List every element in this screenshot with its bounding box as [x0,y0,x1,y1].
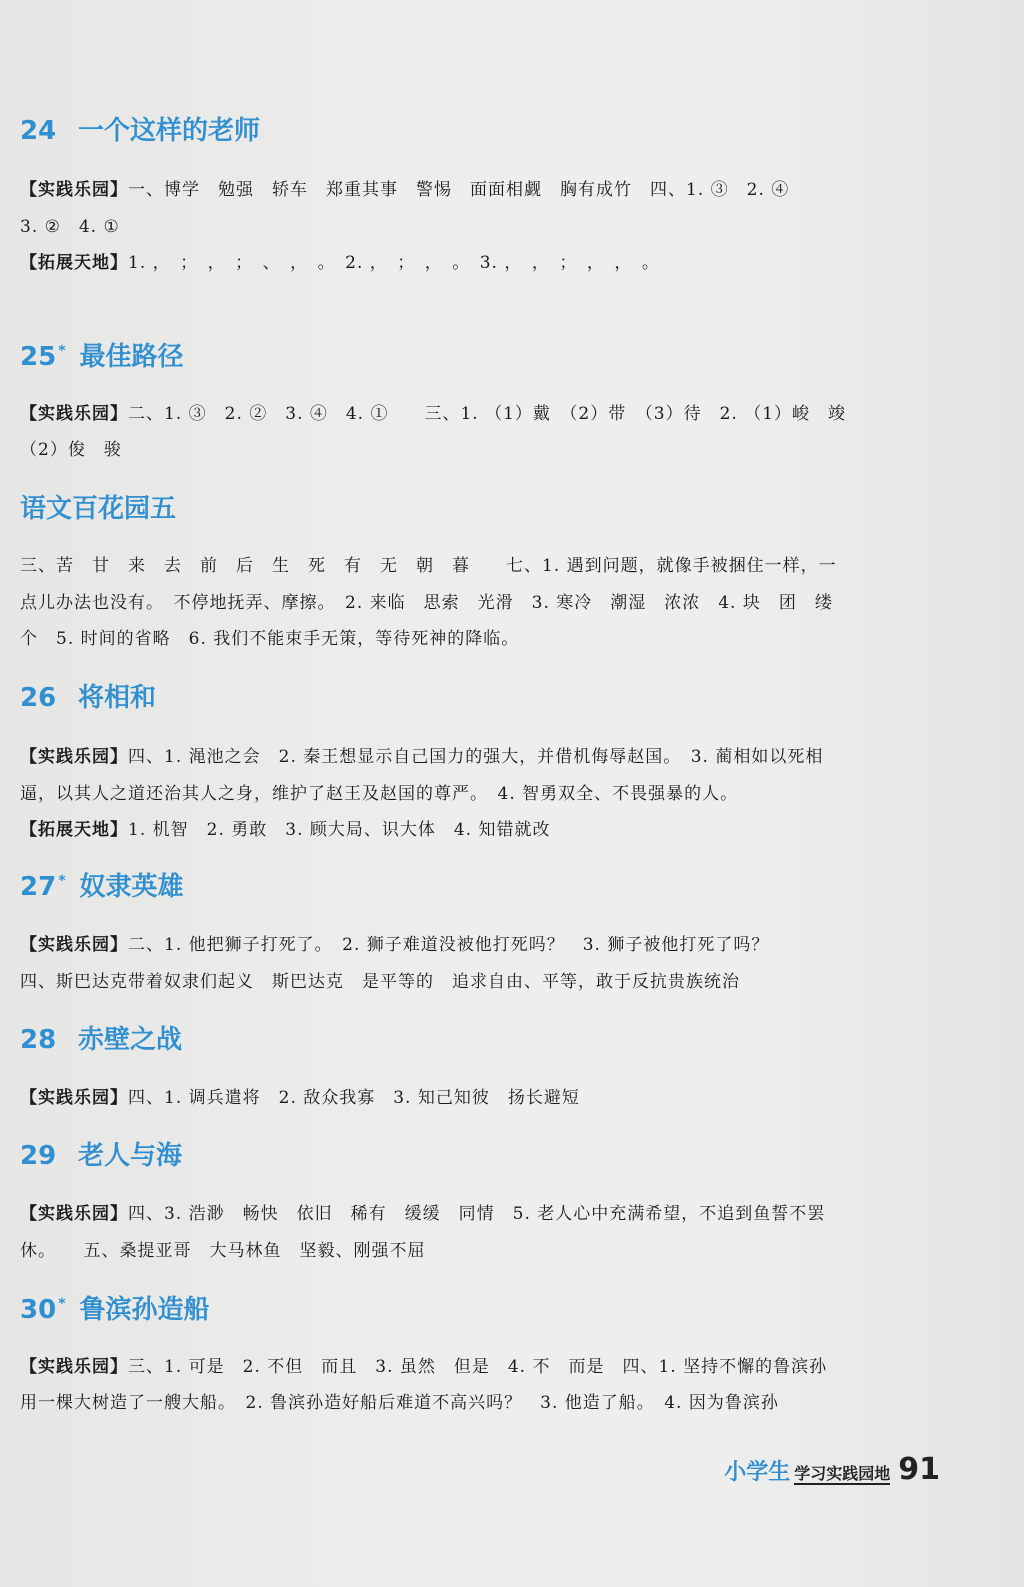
answer-line [20,248,940,273]
answer-line [20,435,940,460]
section-tag: 【实践乐园】 [20,935,128,955]
answer-line [20,551,940,576]
answer-line [20,212,940,237]
answer-line [20,399,940,424]
answer-text: 二、1. ③ 2. ② 3. ④ 4. ① 三、1. （1）戴 （2）带 （3）待 2. （1）峻 竣 [128,404,847,424]
answer-text: 3. ② 4. ① [20,217,120,237]
answer-line [20,742,940,767]
answer-line [20,1083,940,1108]
star-mark: * [58,343,66,360]
lesson-24-heading [20,110,260,147]
answer-text: （2）俊 骏 [20,440,122,460]
answer-text: 个 5. 时间的省略 6. 我们不能束手无策，等待死神的降临。 [20,629,520,649]
answer-line [20,1199,940,1224]
section-tag: 【实践乐园】 [20,1088,128,1108]
answer-line [20,930,940,955]
answer-text: 点儿办法也没有。 不停地抚弄、摩擦。 2. 来临 思索 光滑 3. 寒冷 潮湿 浓浓 4. 块 团 缕 [20,593,833,613]
section-tag: 【实践乐园】 [20,1357,128,1377]
lesson-30-heading [20,1289,210,1326]
section-tag: 【拓展天地】 [20,820,128,840]
section-title: 语文百花园五 [20,494,177,524]
answer-line [20,967,940,992]
answer-line [20,1352,940,1377]
section-tag: 【实践乐园】 [20,747,128,767]
answer-text: 1. 机智 2. 勇敢 3. 顾大局、识大体 4. 知错就改 [128,820,551,840]
lesson-title: 老人与海 [78,1141,183,1171]
lesson-number: 26 [20,683,57,713]
answer-text: 四、1. 调兵遣将 2. 敌众我寡 3. 知己知彼 扬长避短 [128,1088,580,1108]
section-tag: 【实践乐园】 [20,180,128,200]
answer-text: 1. ， ； ， ； 、 ， 。 2. ， ； ， 。 3. ， ， ； ， ， 。 [128,253,660,273]
answer-text: 四、斯巴达克带着奴隶们起义 斯巴达克 是平等的 追求自由、平等，敢于反抗贵族统治 [20,972,740,992]
answer-line [20,1388,940,1413]
lesson-number: 24 [20,116,57,146]
footer-subtitle: 学习实践园地 [794,1464,891,1483]
answer-line [20,588,940,613]
lesson-title: 鲁滨孙造船 [79,1295,210,1325]
answer-text: 二、1. 他把狮子打死了。 2. 狮子难道没被他打死吗？ 3. 狮子被他打死了吗？ [128,935,770,955]
answer-line [20,779,940,804]
lesson-number: 28 [20,1025,57,1055]
answer-text: 逼，以其人之道还治其人之身，维护了赵王及赵国的尊严。 4. 智勇双全、不畏强暴的人。 [20,784,739,804]
answer-text: 三、苦 甘 来 去 前 后 生 死 有 无 朝 暮 七、1. 遇到问题，就像手被捆住一样，一 [20,556,837,576]
lesson-title: 赤壁之战 [78,1025,183,1055]
lesson-number: 27 [20,872,57,902]
answer-line [20,175,940,200]
lesson-27-heading [20,866,184,903]
section-tag: 【实践乐园】 [20,404,128,424]
answer-line [20,624,940,649]
section-tag: 【拓展天地】 [20,253,128,273]
lesson-title: 最佳路径 [79,342,184,372]
page-number: 91 [898,1452,940,1487]
answer-text: 四、3. 浩渺 畅快 依旧 稀有 缓缓 同情 5. 老人心中充满希望，不追到鱼誓不罢 [128,1204,826,1224]
section-tag: 【实践乐园】 [20,1204,128,1224]
page-footer [724,1452,940,1487]
lesson-number: 25 [20,342,57,372]
lesson-title: 一个这样的老师 [78,116,261,146]
lesson-title: 将相和 [78,683,157,713]
answer-text: 一、博学 勉强 轿车 郑重其事 警惕 面面相觑 胸有成竹 四、1. ③ 2. ④ [128,180,790,200]
answer-text: 用一棵大树造了一艘大船。 2. 鲁滨孙造好船后难道不高兴吗？ 3. 他造了船。 4. 因为鲁滨孙 [20,1393,779,1413]
answer-text: 休。 五、桑提亚哥 大马林鱼 坚毅、刚强不屈 [20,1241,426,1261]
answer-text: 四、1. 渑池之会 2. 秦王想显示自己国力的强大，并借机侮辱赵国。 3. 蔺相如以死相 [128,747,824,767]
star-mark: * [58,873,66,890]
lesson-29-heading [20,1135,182,1172]
lesson-28-heading [20,1019,182,1056]
answer-text: 三、1. 可是 2. 不但 而且 3. 虽然 但是 4. 不 而是 四、1. 坚持不懈的鲁滨孙 [128,1357,828,1377]
lesson-number: 30 [20,1295,57,1325]
lesson-26-heading [20,677,156,714]
garden-five-heading [20,488,176,525]
footer-brand: 小学生 [724,1460,791,1485]
star-mark: * [58,1296,66,1313]
lesson-number: 29 [20,1141,57,1171]
answer-line [20,1236,940,1261]
lesson-title: 奴隶英雄 [79,872,184,902]
answer-line [20,815,940,840]
lesson-25-heading [20,336,184,373]
